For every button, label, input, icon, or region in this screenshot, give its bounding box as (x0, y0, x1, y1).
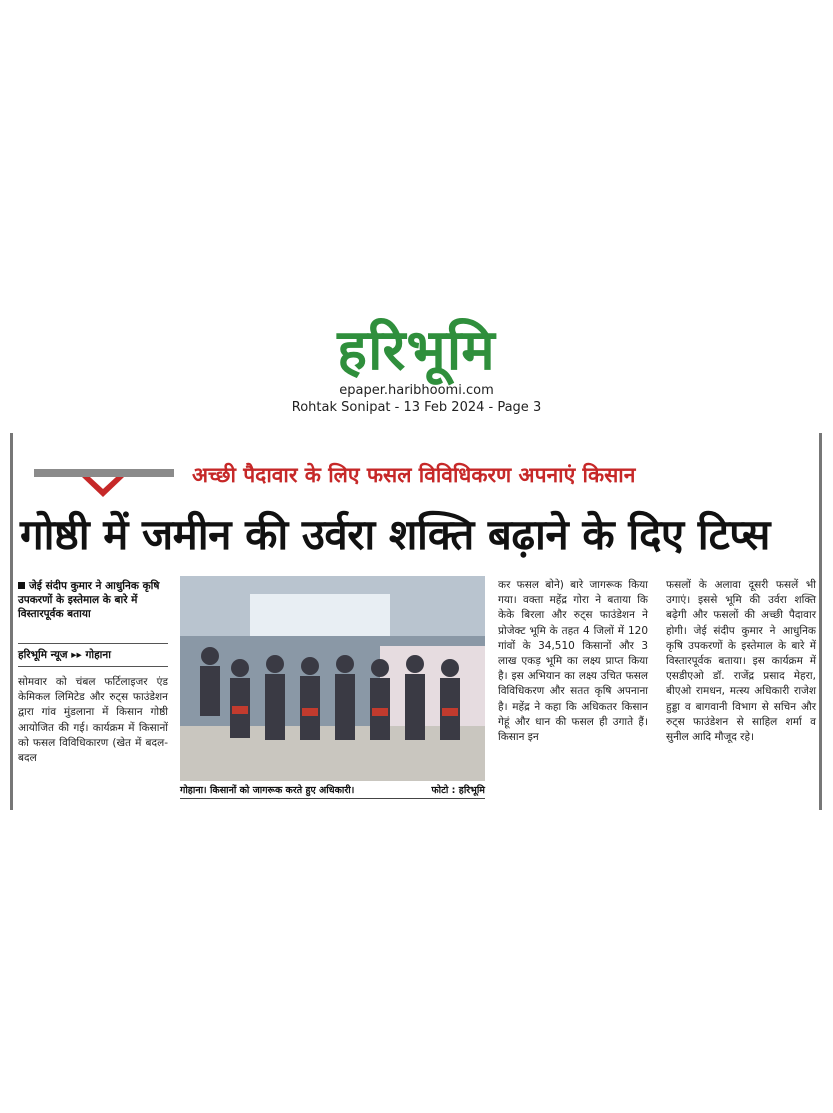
photo-credit: फोटो : हरिभूमि (431, 785, 485, 796)
newspaper-logo: हरिभूमि (337, 317, 496, 383)
article-highlight (18, 579, 168, 621)
article-dateline: हरिभूमि न्यूज ▸▸ गोहाना (18, 643, 168, 667)
article-column-1: सोमवार को चंबल फर्टिलाइजर एंड केमिकल लिमिटेड और रुट्स फाउंडेशन द्वारा गांव मुंडलाना में किसान गोष्ठी आयोजित की गई। कार्यक्रम में किसानों को फसल विविधिकारण (खेत में बदल-बदल (18, 676, 168, 765)
caption-text: गोहाना। किसानों को जागरूक करते हुए अधिकारी। (180, 785, 355, 796)
highlight-text: जेई संदीप कुमार ने आधुनिक कृषि उपकरणों के इस्तेमाल के बारे में विस्तारपूर्वक बताया (18, 580, 160, 620)
article-photo (180, 576, 485, 781)
chevron-down-icon (82, 477, 124, 499)
article-column-3: कर फसल बोने) बारे जागरूक किया गया। वक्ता महेंद्र गोरा ने बताया कि केके बिरला और रुट्स फाउंडेशन ने प्रोजेक्ट भूमि के तहत 4 जिलों में 120 गांवों के 34,510 किसानों और 3 लाख एकड़ भूमि का लक्ष्य प्राप्त किया है। इस अभियान का लक्ष्य उचित फसल विविधिकरण और सतत कृषि अपनाना है। महेंद्र ने कहा कि अधिकतर किसान गेहूं और धान की फसल ही उगाते हैं। किसान इन (498, 579, 648, 744)
masthead (0, 318, 833, 416)
edition-info: Rohtak Sonipat - 13 Feb 2024 - Page 3 (291, 400, 542, 415)
article-clipping (10, 433, 822, 810)
article-column-4: फसलों के अलावा दूसरी फसलें भी उगाएं। इससे भूमि की उर्वरा शक्ति बढ़ेगी और फसलों की अच्छी पैदावार होगी। जेई संदीप कुमार ने आधुनिक कृषि उपकरणों के इस्तेमाल के बारे में विस्तारपूर्वक बताया। इस कार्यक्रम में एसडीएओ डॉ. राजेंद्र प्रसाद मेहरा, बीएओ रामधन, मत्स्य अधिकारी राजेश हुड्डा व बागवानी विभाग से सचिन और रुट्स फाउंडेशन से साहिल शर्मा व सुनील आदि मौजूद रहे। (666, 579, 816, 744)
right-border (819, 433, 822, 810)
article-kicker: अच्छी पैदावार के लिए फसल विविधिकरण अपनाएं किसान (192, 463, 636, 487)
kicker-bar (34, 469, 174, 477)
site-url[interactable]: epaper.haribhoomi.com (339, 383, 494, 398)
photo-caption (180, 783, 485, 799)
left-border (10, 433, 13, 810)
article-headline: गोष्ठी में जमीन की उर्वरा शक्ति बढ़ाने के दिए टिप्स (20, 510, 770, 559)
bullet-icon (18, 582, 25, 589)
